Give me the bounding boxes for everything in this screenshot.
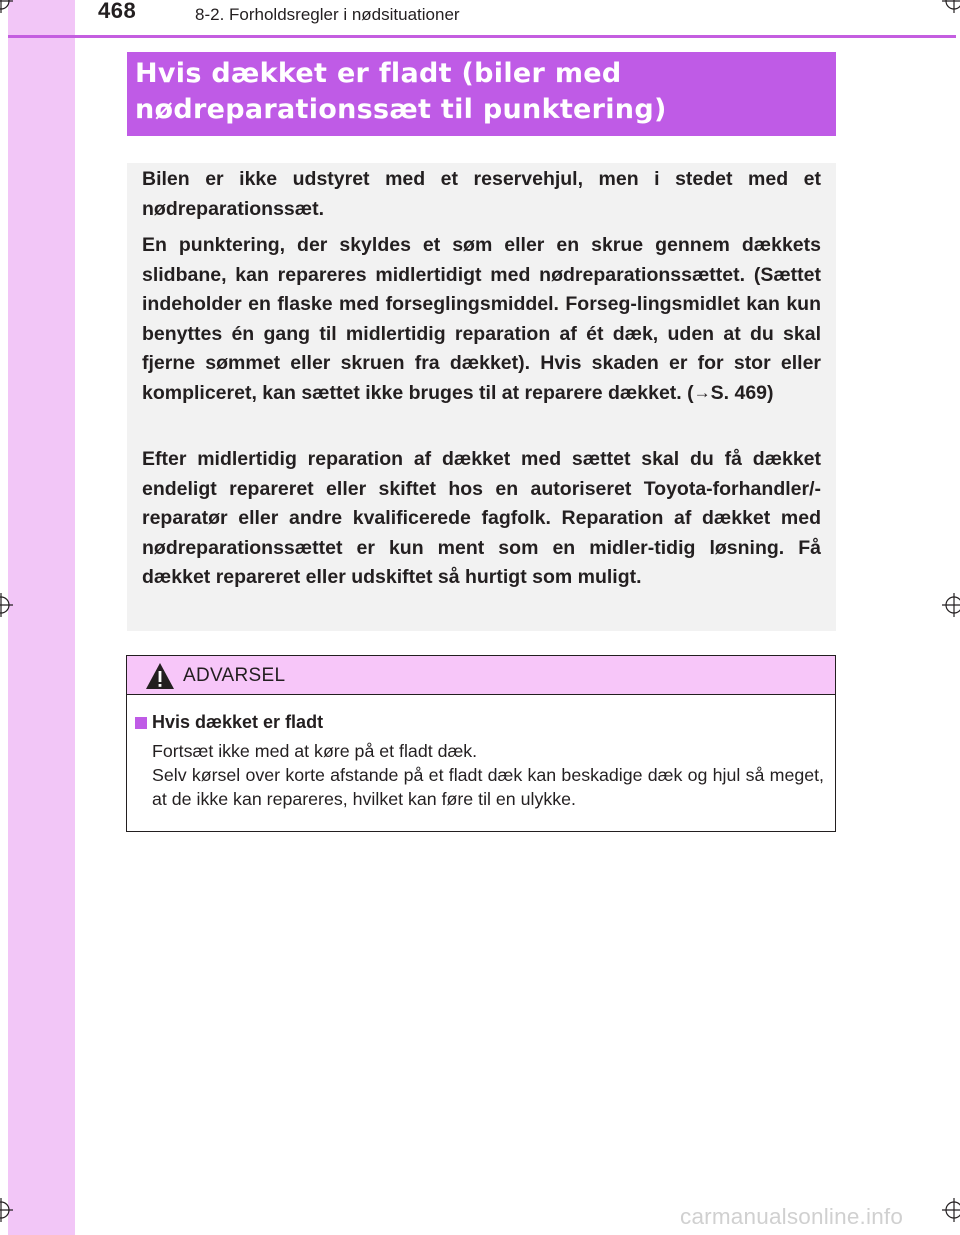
warning-line-2: Selv kørsel over korte afstande på et fladt dæk kan beskadige dæk og hjul så meget, at de ikke kan repareres, hvilket kan føre til en ulykke.	[152, 765, 824, 809]
warning-subtitle: Hvis dækket er fladt	[152, 712, 324, 732]
info-box	[127, 163, 836, 631]
registration-mark-icon	[0, 1198, 13, 1222]
section-label: 8-2. Forholdsregler i nødsituationer	[195, 5, 460, 24]
registration-mark-icon	[942, 1198, 960, 1222]
page-reference-link[interactable]: S. 469)	[710, 381, 774, 404]
arrow-right-icon: →	[693, 382, 711, 402]
warning-title: ADVARSEL	[183, 665, 286, 686]
warning-triangle-icon	[145, 662, 175, 690]
info-paragraph-3: Efter midlertidig reparation af dækket med sættet skal du få dækket endeligt repareret eller skiftet hos en autoriseret Toyota-forhandler/-reparatør eller andre kvalificerede fagfolk. Reparation af dækket med nødreparationssættet er kun ment som en midler-tidig løsning. Få dækket repareret eller udskiftet så hurtigt som muligt.	[142, 448, 821, 589]
warning-subheading	[135, 712, 323, 733]
side-band	[8, 0, 75, 1235]
watermark: carmanualsonline.info	[680, 1204, 904, 1229]
warning-header	[127, 656, 835, 695]
section-title	[135, 56, 825, 128]
registration-mark-icon	[0, 593, 13, 617]
info-paragraph-2	[142, 231, 821, 409]
warning-line-1: Fortsæt ikke med at køre på et fladt dæk.	[152, 741, 478, 761]
section-title-line2: nødreparationssæt til punktering)	[135, 94, 667, 125]
warning-box	[126, 655, 836, 832]
registration-mark-icon	[942, 0, 960, 13]
registration-mark-icon	[0, 0, 13, 13]
header-rule	[8, 35, 956, 38]
section-title-banner	[127, 52, 836, 136]
square-bullet-icon	[135, 717, 147, 729]
info-paragraph-2-text: En punktering, der skyldes et søm eller en skrue gennem dækkets slidbane, kan repareres midlertidigt med nødreparationssættet. (Sættet indeholder en flaske med forseglingsmiddel. Forseg-lingsmidlet kan kun benyttes én gang til midlertidig reparation af ét dæk, uden at du skal fjerne sømmet eller skruen fra dækket). Hvis skaden er for stor eller kompliceret, kan sættet ikke bruges til at reparere dækket. (	[142, 234, 821, 404]
warning-body	[152, 739, 824, 811]
info-paragraph-1: Bilen er ikke udstyret med et reservehjul, men i stedet med et nødreparationssæt.	[142, 168, 821, 220]
section-title-line1: Hvis dækket er fladt (biler med	[135, 58, 622, 89]
registration-mark-icon	[942, 593, 960, 617]
page-number: 468	[98, 0, 137, 23]
